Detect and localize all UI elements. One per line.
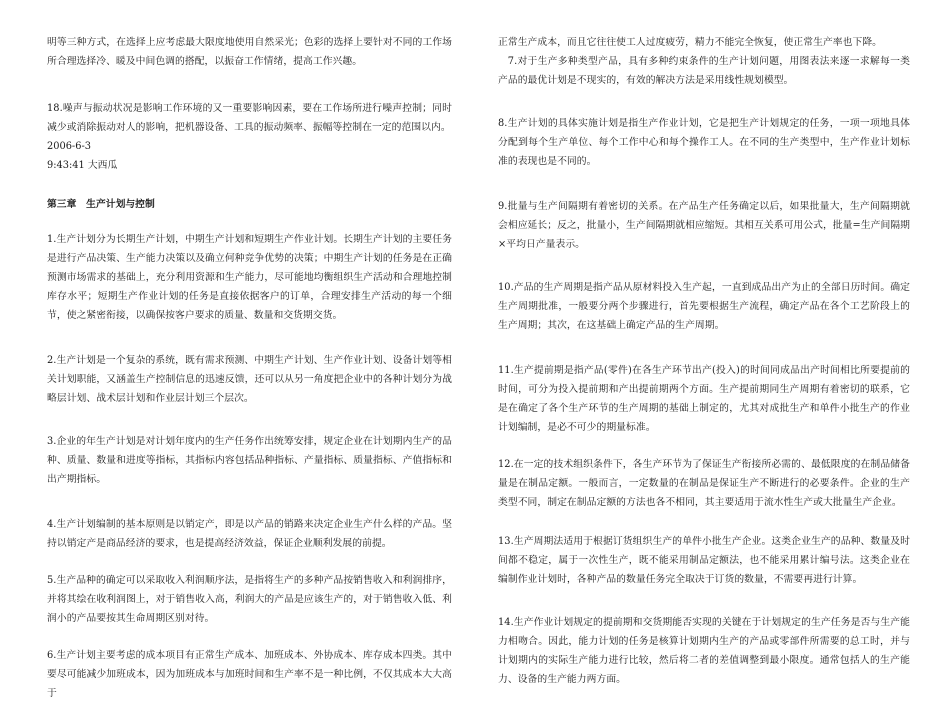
- paragraph-6: 6.生产计划主要考虑的成本项目有正常生产成本、加班成本、外协成本、库存成本四类。其中要尽可能减少加班成本，因为加班成本与加班时间和生产率不是一种比例，不仅其成本大大高于: [47, 650, 452, 699]
- paragraph-8: 8.生产计划的具体实施计划是指生产作业计划，它是把生产计划规定的任务，一项一项地具体分配到每个生产单位、每个工作中心和每个操作工人。在不同的生产类型中，生产作业计划标准的表现也是不同的。: [498, 118, 910, 167]
- paragraph-4: 4.生产计划编制的基本原则是以销定产，即是以产品的销路来决定企业生产什么样的产品。坚持以销定产是商品经济的要求，也是提高经济效益，保证企业顺利发展的前提。: [47, 519, 452, 549]
- paragraph-14: 14.生产作业计划规定的提前期和交货期能否实现的关键在于计划规定的生产任务是否与生产能力相吻合。因此，能力计划的任务是核算计划期内生产的产品或零部件所需要的总工时，并与计划期内的实际生产能力进行比较，然后将二者的差值调整到最小限度。通常包括人的生产能力、设备的生产能力两方面。: [498, 617, 910, 685]
- paragraph-5: 5.生产品种的确定可以采取收入利润顺序法，是指将生产的多种产品按销售收入和利润排序，并将其绘在收利润图上，对于销售收入高，利润大的产品是应该生产的，对于销售收入低、利润小的产品要按其生命周期区别对待。: [47, 575, 452, 624]
- paragraph-3: 3.企业的年生产计划是对计划年度内的生产任务作出统筹安排，规定企业在计划期内生产的品种、质量、数量和进度等指标，其指标内容包括品种指标、产量指标、质量指标、产值指标和出产期指标。: [47, 436, 452, 485]
- paragraph-9: 9.批量与生产间隔期有着密切的关系。在产品生产任务确定以后，如果批量大，生产间隔期就会相应延长；反之，批量小，生产间隔期就相应缩短。其相互关系可用公式，批量=生产间隔期×平均日产量表示。: [498, 201, 910, 250]
- paragraph-18: 18.噪声与振动状况是影响工作环境的又一重要影响因素，要在工作场所进行噪声控制；同时减少或消除振动对人的影响，把机器设备、工具的振动频率、振幅等控制在一定的范围以内。: [47, 103, 452, 133]
- paragraph-10: 10.产品的生产周期是指产品从原材料投入生产起，一直到成品出产为止的全部日历时间。确定生产周期批准，一般要分两个步骤进行，首先要根据生产流程，确定产品在各个工艺阶段上的生产周期；其次，在这基础上确定产品的生产周期。: [498, 282, 910, 331]
- continued-paragraph: 正常生产成本，而且它往往使工人过度疲劳，精力不能完全恢复，使正常生产率也下降。: [498, 37, 883, 48]
- paragraph-1: 1.生产计划分为长期生产计划，中期生产计划和短期生产作业计划。长期生产计划的主要任务是进行产品决策、生产能力决策以及确立何种竞争优势的决策；中期生产计划的任务是在正确预测市场需求的基础上，充分利用资源和生产能力，尽可能地均衡组织生产活动和合理地控制库存水平；短期生产作业计划的任务是直接依据客户的订单，合理安排生产活动的每一个细节，使之紧密衔接，以确保按客户要求的质量、数量和交货期交货。: [47, 234, 452, 321]
- post-date: 2006-6-3: [47, 141, 92, 152]
- chapter-title: 第三章 生产计划与控制: [47, 199, 155, 210]
- intro-paragraph: 明等三种方式，在选择上应考虑最大限度地使用自然采光；色彩的选择上要针对不同的工作场所合理选择冷、暖及中间色调的搭配，以振奋工作情绪，提高工作兴趣。: [47, 37, 452, 67]
- paragraph-7: 7.对于生产多种类型产品，具有多种约束条件的生产计划问题，用图表法来逐一求解每一类产品的最优计划是不现实的，有效的解决方法是采用线性规划模型。: [498, 56, 910, 86]
- left-column: [47, 0, 452, 703]
- paragraph-13: 13.生产周期法适用于根据订货组织生产的单件小批生产企业。这类企业生产的品种、数量及时间都不稳定，属于一次性生产，既不能采用制品定额法，也不能采用累计编号法。这类企业在编制作业计划时，各种产品的数量任务完全取决于订货的数量，不需要再进行计算。: [498, 536, 910, 585]
- paragraph-11: 11.生产提前期是指产品(零件)在各生产环节出产(投入)的时间同成品出产时间相比所要提前的时间，可分为投入提前期和产出提前期两个方面。生产提前期同生产周期有着密切的联系，它是在确定了各个生产环节的生产周期的基础上制定的，尤其对成批生产和单件小批生产的作业计划编制，是必不可少的期量标准。: [498, 365, 910, 433]
- post-time-author: 9:43:41 大西瓜: [47, 160, 118, 171]
- paragraph-2: 2.生产计划是一个复杂的系统，既有需求预测、中期生产计划、生产作业计划、设备计划等相关计划职能，又涵盖生产控制信息的迅速反馈，还可以从另一角度把企业中的各种计划分为战略层计划、战术层计划和作业层计划三个层次。: [47, 355, 452, 404]
- paragraph-12: 12.在一定的技术组织条件下，各生产环节为了保证生产衔接所必需的、最低限度的在制品储备量是在制品定额。一般而言，一定数量的在制品是保证生产不断进行的必要条件。企业的生产类型不同，制定在制品定额的方法也各不相同，其主要适用于流水性生产或大批量生产企业。: [498, 459, 910, 508]
- right-column: [498, 0, 910, 689]
